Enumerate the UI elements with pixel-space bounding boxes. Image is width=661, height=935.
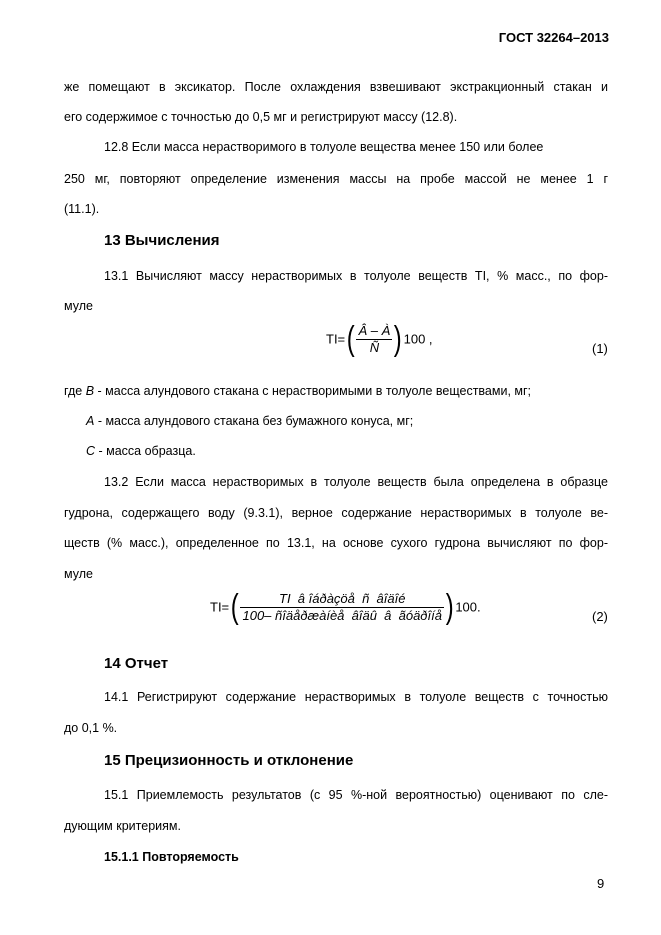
page-number: 9 [597, 876, 605, 891]
paragraph-line: же помещают в эксикатор. После охлаждения взвешивают экстракционный стакан и [64, 80, 608, 94]
subsection-heading: 15.1.1 Повторяемость [104, 850, 239, 864]
formula-denominator: Ñ [369, 339, 380, 355]
paragraph-line: 13.1 Вычисляют массу нерастворимых в толуоле веществ TI, % масс., по фор- [104, 269, 608, 283]
formula-2 [210, 590, 481, 624]
section-heading-13: 13 Вычисления [104, 232, 220, 249]
formula-denominator: 100– ñîäåðæàíèå âîäû â ãóäðîíå [242, 607, 442, 623]
section-heading-14: 14 Отчет [104, 655, 169, 672]
definition-text: - масса образца. [95, 444, 196, 458]
paragraph-line: муле [64, 567, 93, 581]
left-paren: ( [230, 588, 239, 626]
formula-numerator: Â – À [358, 322, 391, 338]
variable-A: A [86, 414, 95, 428]
paragraph-line: (11.1). [64, 202, 100, 216]
paragraph-line: 15.1 Приемлемость результатов (с 95 %-ной вероятностью) оценивают по сле- [104, 788, 608, 802]
paragraph-line: муле [64, 299, 93, 313]
formula-number: (2) [592, 609, 608, 624]
formula-lhs: TI= [326, 331, 346, 347]
formula-factor: 100. [455, 599, 481, 615]
definition-prefix: где [64, 384, 86, 398]
paragraph-line: его содержимое с точностью до 0,5 мг и регистрируют массу (12.8). [64, 110, 458, 124]
formula-numerator: TI â îáðàçöå ñ âîäîé [279, 590, 406, 606]
formula-lhs: TI= [210, 599, 230, 615]
formula-1 [326, 322, 433, 356]
formula-number: (1) [592, 341, 608, 356]
document-standard-number: ГОСТ 32264–2013 [498, 30, 609, 45]
definition-text: - масса алундового стакана без бумажного конуса, мг; [94, 414, 414, 428]
variable-C: C [86, 444, 96, 458]
definition-A [86, 414, 413, 428]
paragraph-line: 250 мг, повторяют определение изменения массы на пробе массой не менее 1 г [64, 172, 608, 186]
paragraph-line: до 0,1 %. [64, 721, 118, 735]
left-paren: ( [346, 320, 355, 358]
definition-text: - масса алундового стакана с нерастворимыми в толуоле веществами, мг; [94, 384, 532, 398]
definition-C [86, 444, 196, 458]
definition-B [64, 384, 531, 398]
section-heading-15: 15 Прецизионность и отклонение [104, 752, 354, 769]
right-paren: ) [445, 588, 454, 626]
paragraph-line: 12.8 Если масса нерастворимого в толуоле вещества менее 150 или более [104, 140, 544, 154]
paragraph-line: ществ (% масс.), определенное по 13.1, на основе сухого гудрона вычисляют по фор- [64, 536, 608, 550]
variable-B: B [85, 384, 95, 398]
right-paren: ) [393, 320, 402, 358]
paragraph-line: 13.2 Если масса нерастворимых в толуоле веществ была определена в образце [104, 475, 608, 489]
formula-factor: 100 , [403, 331, 433, 347]
paragraph-line: гудрона, содержащего воду (9.3.1), верное содержание нерастворимых в толуоле ве- [64, 506, 608, 520]
formula-fraction [240, 591, 444, 624]
paragraph-line: 14.1 Регистрируют содержание нерастворимых в толуоле веществ с точностью [104, 690, 608, 704]
formula-fraction [356, 323, 392, 356]
paragraph-line: дующим критериям. [64, 819, 181, 833]
